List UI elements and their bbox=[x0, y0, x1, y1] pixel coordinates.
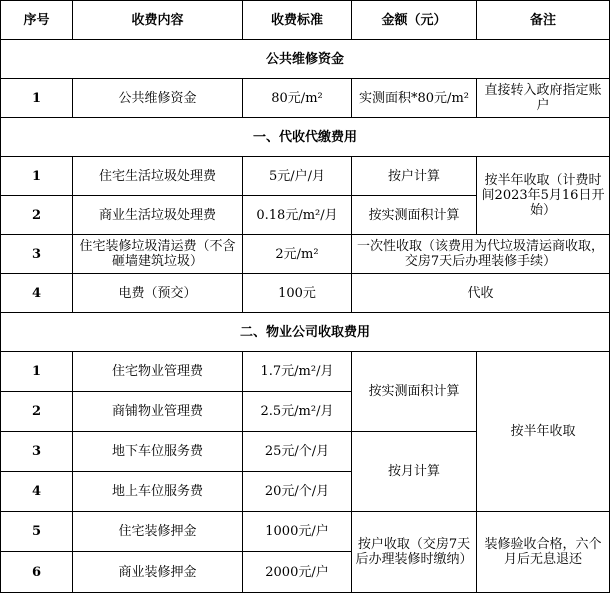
section-header-row bbox=[1, 118, 610, 157]
merged-amount-cell: 按实测面积计算 bbox=[352, 352, 477, 432]
row-amount: 按实测面积计算 bbox=[352, 196, 477, 235]
row-no: 2 bbox=[1, 392, 73, 432]
row-no: 1 bbox=[1, 352, 73, 392]
header-amount: 金额（元） bbox=[352, 1, 477, 40]
row-content: 公共维修资金 bbox=[73, 79, 243, 118]
row-content: 地上车位服务费 bbox=[73, 472, 243, 512]
header-row bbox=[1, 1, 610, 40]
table-row bbox=[1, 157, 610, 196]
row-no: 3 bbox=[1, 235, 73, 274]
row-standard: 2000元/户 bbox=[243, 552, 352, 593]
row-standard: 0.18元/m²/月 bbox=[243, 196, 352, 235]
row-standard: 1.7元/m²/月 bbox=[243, 352, 352, 392]
section-title: 一、代收代缴费用 bbox=[1, 118, 610, 157]
row-remark: 直接转入政府指定账户 bbox=[477, 79, 610, 118]
table-row bbox=[1, 352, 610, 392]
row-standard: 25元/个/月 bbox=[243, 432, 352, 472]
row-no: 4 bbox=[1, 274, 73, 313]
merged-amount-remark-cell: 一次性收取（该费用为代垃圾清运商收取，交房7天后办理装修手续） bbox=[352, 235, 610, 274]
row-content: 住宅装修押金 bbox=[73, 512, 243, 552]
row-standard: 20元/个/月 bbox=[243, 472, 352, 512]
row-standard: 100元 bbox=[243, 274, 352, 313]
row-content: 商业生活垃圾处理费 bbox=[73, 196, 243, 235]
header-remark: 备注 bbox=[477, 1, 610, 40]
merged-amount-cell: 按月计算 bbox=[352, 432, 477, 512]
section-title: 公共维修资金 bbox=[1, 40, 610, 79]
header-standard: 收费标准 bbox=[243, 1, 352, 40]
row-amount: 按户计算 bbox=[352, 157, 477, 196]
row-content: 商业装修押金 bbox=[73, 552, 243, 593]
section-header-row bbox=[1, 313, 610, 352]
row-no: 3 bbox=[1, 432, 73, 472]
header-no: 序号 bbox=[1, 1, 73, 40]
table-row bbox=[1, 235, 610, 274]
row-content: 住宅物业管理费 bbox=[73, 352, 243, 392]
merged-remark-cell: 按半年收取（计费时间2023年5月16日开始） bbox=[477, 157, 610, 235]
row-content: 住宅生活垃圾处理费 bbox=[73, 157, 243, 196]
section-title: 二、物业公司收取费用 bbox=[1, 313, 610, 352]
table-row bbox=[1, 79, 610, 118]
table-row bbox=[1, 512, 610, 552]
row-content: 商铺物业管理费 bbox=[73, 392, 243, 432]
row-content: 电费（预交） bbox=[73, 274, 243, 313]
row-content: 住宅装修垃圾清运费（不含砸墙建筑垃圾） bbox=[73, 235, 243, 274]
merged-remark-cell: 装修验收合格，六个月后无息退还 bbox=[477, 512, 610, 593]
table-row bbox=[1, 274, 610, 313]
row-standard: 2元/m² bbox=[243, 235, 352, 274]
row-no: 1 bbox=[1, 157, 73, 196]
row-no: 2 bbox=[1, 196, 73, 235]
row-standard: 5元/户/月 bbox=[243, 157, 352, 196]
section-header-row bbox=[1, 40, 610, 79]
header-content: 收费内容 bbox=[73, 1, 243, 40]
row-standard: 1000元/户 bbox=[243, 512, 352, 552]
row-no: 6 bbox=[1, 552, 73, 593]
row-no: 5 bbox=[1, 512, 73, 552]
row-standard: 80元/m² bbox=[243, 79, 352, 118]
row-content: 地下车位服务费 bbox=[73, 432, 243, 472]
merged-remark-cell: 按半年收取 bbox=[477, 352, 610, 512]
merged-amount-remark-cell: 代收 bbox=[352, 274, 610, 313]
row-no: 4 bbox=[1, 472, 73, 512]
row-standard: 2.5元/m²/月 bbox=[243, 392, 352, 432]
row-no: 1 bbox=[1, 79, 73, 118]
row-amount: 实测面积*80元/m² bbox=[352, 79, 477, 118]
merged-amount-cell: 按户收取（交房7天后办理装修时缴纳） bbox=[352, 512, 477, 593]
